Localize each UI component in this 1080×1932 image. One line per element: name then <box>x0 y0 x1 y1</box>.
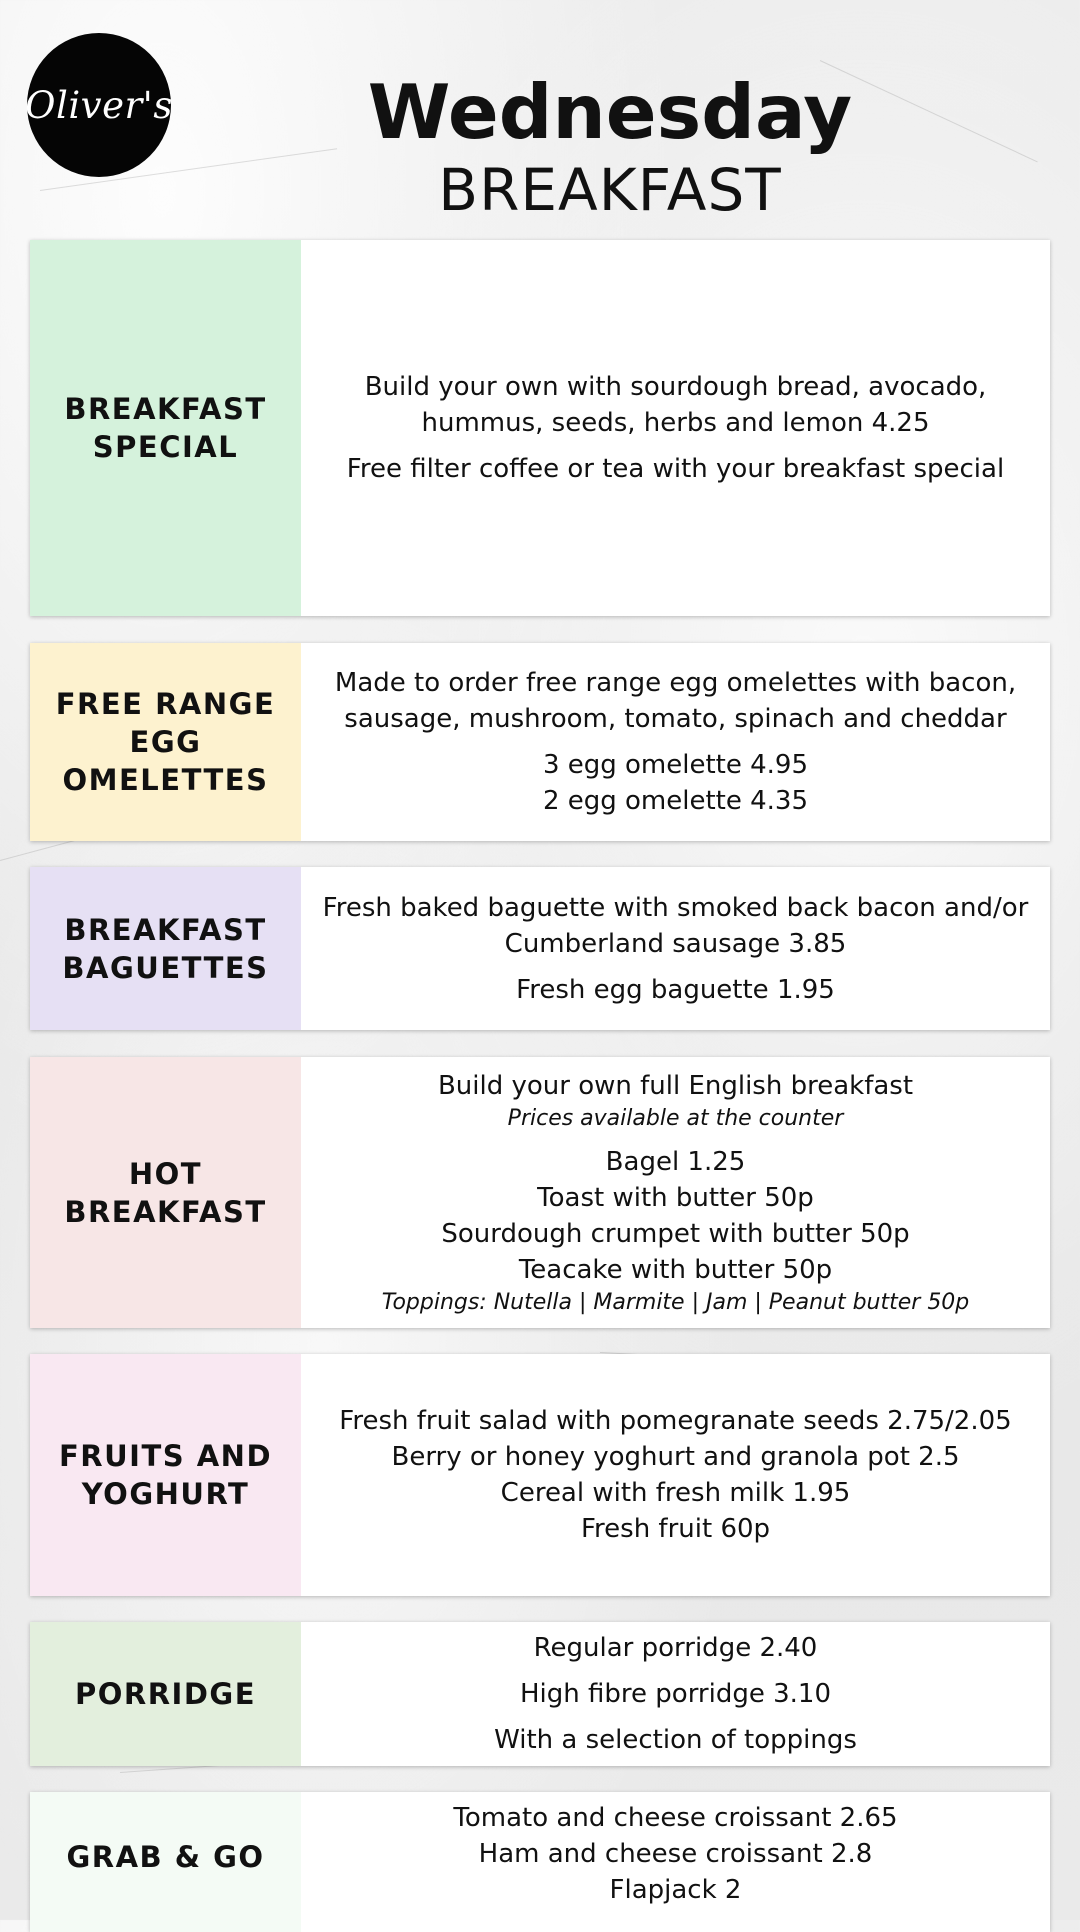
item-text: Flapjack 2 <box>609 1875 742 1905</box>
item-text: Regular porridge 2.40 <box>533 1633 818 1663</box>
section-items <box>301 643 1050 841</box>
item-text: Cumberland sausage 3.85 <box>504 928 847 959</box>
menu-section-breakfast-special <box>30 240 1050 616</box>
section-items <box>301 867 1050 1030</box>
section-label <box>30 1057 301 1328</box>
item-text: 3 egg omelette 4.95 <box>542 750 809 780</box>
item-text: Build your own with sourdough bread, avocado, <box>364 372 987 402</box>
item-text: hummus, seeds, herbs and lemon 4.25 <box>421 408 930 438</box>
section-label <box>30 240 301 616</box>
section-label <box>30 643 301 841</box>
section-items <box>301 1792 1050 1932</box>
item-text: Build your own full English breakfast <box>437 1070 914 1101</box>
section-items <box>301 1622 1050 1766</box>
section-items <box>301 1057 1050 1328</box>
category-title: FRUITS AND YOGHURT <box>58 1439 273 1511</box>
item-note: Prices available at the counter <box>507 1105 844 1131</box>
item-text: Tomato and cheese croissant 2.65 <box>453 1803 898 1833</box>
section-items <box>301 1354 1050 1596</box>
item-text: With a selection of toppings <box>494 1725 857 1755</box>
item-text: Made to order free range egg omelettes with bacon, <box>334 668 1017 698</box>
item-text: Sourdough crumpet with butter 50p <box>441 1218 910 1249</box>
item-text: Ham and cheese croissant 2.8 <box>478 1839 873 1869</box>
item-text: Cereal with fresh milk 1.95 <box>500 1478 851 1508</box>
section-label <box>30 1792 301 1932</box>
category-title: GRAB & GO <box>66 1840 265 1874</box>
category-title: PORRIDGE <box>74 1677 257 1711</box>
item-text: 2 egg omelette 4.35 <box>542 786 809 816</box>
category-title: HOT BREAKFAST <box>64 1156 267 1229</box>
item-text: Fresh baked baguette with smoked back bacon and/or <box>322 892 1029 923</box>
item-note: Toppings: Nutella | Marmite | Jam | Peanut butter 50p <box>381 1289 970 1315</box>
item-text: Berry or honey yoghurt and granola pot 2.5 <box>391 1442 960 1472</box>
item-text: Fresh fruit 60p <box>580 1514 771 1544</box>
item-text: High fibre porridge 3.10 <box>520 1679 831 1709</box>
menu-section-baguettes <box>30 867 1050 1030</box>
item-text: Bagel 1.25 <box>605 1146 746 1177</box>
page-subtitle: BREAKFAST <box>438 156 782 224</box>
item-text: Fresh fruit salad with pomegranate seeds 2.75/2.05 <box>339 1406 1012 1436</box>
section-items <box>301 240 1050 616</box>
item-text: Teacake with butter 50p <box>518 1254 833 1285</box>
menu-section-grab-go <box>30 1792 1050 1932</box>
item-text: Toast with butter 50p <box>537 1182 814 1213</box>
menu-section-porridge <box>30 1622 1050 1766</box>
category-title: BREAKFAST BAGUETTES <box>62 912 269 985</box>
section-label <box>30 1354 301 1596</box>
logo <box>27 33 171 177</box>
menu-section-hot-breakfast <box>30 1057 1050 1328</box>
menu-section-fruits-yoghurt <box>30 1354 1050 1596</box>
item-text: Fresh egg baguette 1.95 <box>516 974 835 1005</box>
menu-section-omelettes <box>30 643 1050 841</box>
page-title: Wednesday <box>367 68 853 156</box>
logo-text: Oliver's <box>25 83 173 127</box>
category-title: FREE RANGE EGG OMELETTES <box>55 687 276 797</box>
section-label <box>30 867 301 1030</box>
item-text: Free filter coffee or tea with your breakfast special <box>346 454 1005 484</box>
section-label <box>30 1622 301 1766</box>
category-title: BREAKFAST SPECIAL <box>64 392 267 464</box>
item-text: sausage, mushroom, tomato, spinach and cheddar <box>344 704 1007 734</box>
